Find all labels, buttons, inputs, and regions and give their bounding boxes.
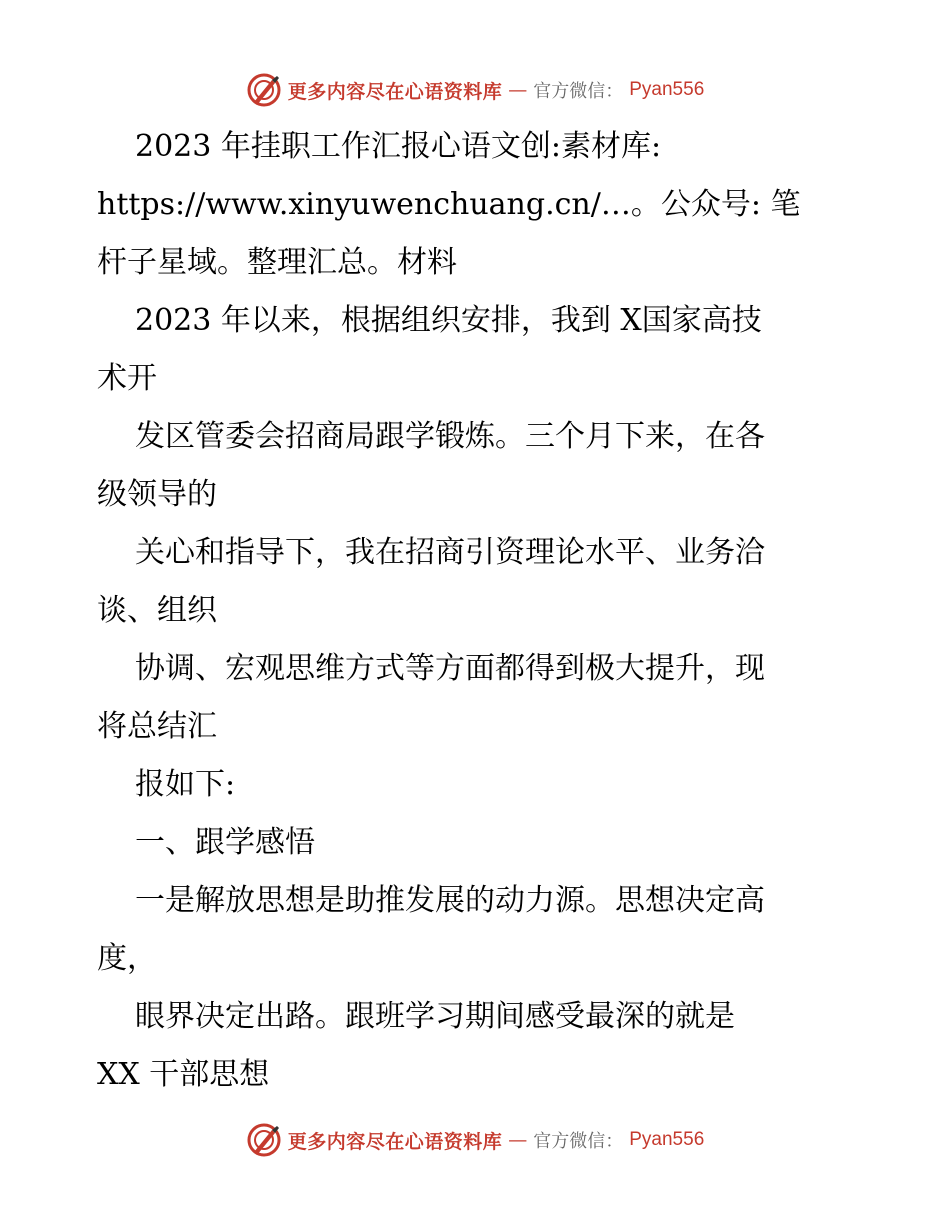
text-line: 谈、组织 [97,593,217,628]
header-watermark-banner [0,70,950,110]
text-line: 一是解放思想是助推发展的动力源。思想决定高 [135,883,765,918]
text-line: 协调、宏观思维方式等方面都得到极大提升，现 [135,651,765,686]
banner-official-label: 官方微信： [533,81,624,102]
text-line: 术开 [97,361,157,396]
document-body [97,118,857,1104]
text-line: 眼界决定出路。跟班学习期间感受最深的就是 [135,999,735,1034]
text-line: XX 干部思想 [97,1057,270,1092]
text-line: 级领导的 [97,477,217,512]
banner-text: 更多内容尽在心语资料库 [287,1130,503,1153]
text-line: 杆子星域。整理汇总。材料 [97,245,457,280]
footer-watermark-banner [0,1120,950,1160]
text-line: 将总结汇 [97,709,217,744]
banner-wechat-id: Pyan556 [629,79,705,100]
banner-dash: — [508,79,528,101]
banner-wechat-id: Pyan556 [629,1129,705,1150]
text-line: 关心和指导下，我在招商引资理论水平、业务洽 [135,535,765,570]
text-line: 报如下: [135,767,236,802]
banner-text: 更多内容尽在心语资料库 [287,80,503,103]
pen-logo-icon [246,1122,282,1158]
banner-dash: — [508,1129,528,1151]
pen-logo-icon [246,72,282,108]
text-line: 2023 年以来，根据组织安排，我到 X国家高技 [135,303,762,338]
text-line: https://www.xinyuwenchuang.cn/…。公众号: 笔 [97,187,801,222]
text-line: 度， [97,941,157,976]
text-line: 发区管委会招商局跟学锻炼。三个月下来，在各 [135,419,765,454]
section-heading: 一、跟学感悟 [135,825,315,860]
text-line: 2023 年挂职工作汇报心语文创:素材库: [135,129,662,164]
banner-official-label: 官方微信： [533,1131,624,1152]
